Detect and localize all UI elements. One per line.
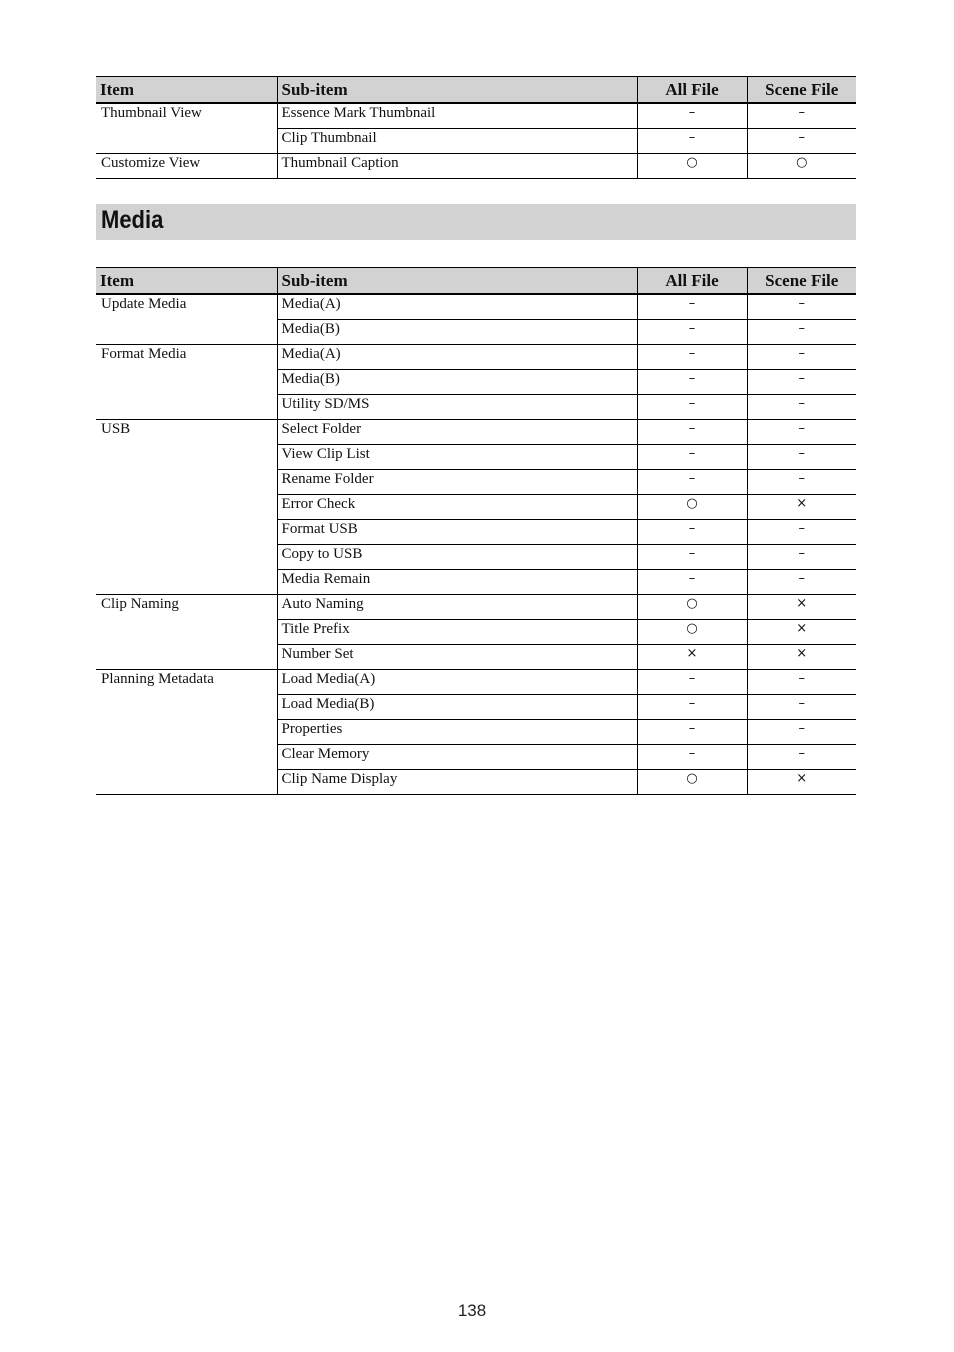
scene-file-cell: – (747, 570, 856, 595)
sub-item-cell: Thumbnail Caption (277, 154, 637, 179)
sub-item-cell: Load Media(A) (277, 670, 637, 695)
all-file-cell: – (637, 345, 747, 370)
sub-item-cell: Clear Memory (277, 745, 637, 770)
sub-item-cell: Copy to USB (277, 545, 637, 570)
scene-file-cell: × (747, 770, 856, 795)
sub-item-cell: Media(B) (277, 320, 637, 345)
sub-item-cell: Select Folder (277, 420, 637, 445)
scene-file-cell: – (747, 420, 856, 445)
item-cell: Thumbnail View (96, 103, 277, 154)
scene-file-cell: – (747, 670, 856, 695)
header-all-file: All File (637, 77, 747, 104)
scene-file-cell: × (747, 620, 856, 645)
table-row (96, 103, 856, 129)
sub-item-cell: Load Media(B) (277, 695, 637, 720)
sub-item-cell: Clip Name Display (277, 770, 637, 795)
media-settings-table (96, 267, 856, 795)
scene-file-cell: – (747, 745, 856, 770)
scene-file-cell: – (747, 395, 856, 420)
all-file-cell: – (637, 445, 747, 470)
sub-item-cell: Rename Folder (277, 470, 637, 495)
all-file-cell: ○ (637, 595, 747, 620)
sub-item-cell: Media(A) (277, 345, 637, 370)
section-title: Media (101, 206, 164, 234)
sub-item-cell: Essence Mark Thumbnail (277, 103, 637, 129)
header-item: Item (96, 268, 277, 295)
sub-item-cell: Media(A) (277, 294, 637, 320)
table-row (96, 345, 856, 370)
sub-item-cell: Title Prefix (277, 620, 637, 645)
scene-file-cell: – (747, 520, 856, 545)
scene-file-cell: – (747, 545, 856, 570)
table-header-row (96, 77, 856, 104)
thumbnail-settings-table (96, 76, 856, 179)
sub-item-cell: Utility SD/MS (277, 395, 637, 420)
table-row (96, 595, 856, 620)
sub-item-cell: Format USB (277, 520, 637, 545)
all-file-cell: – (637, 395, 747, 420)
item-cell: Update Media (96, 294, 277, 345)
all-file-cell: – (637, 520, 747, 545)
scene-file-cell: – (747, 470, 856, 495)
all-file-cell: – (637, 420, 747, 445)
scene-file-cell: – (747, 320, 856, 345)
sub-item-cell: Media Remain (277, 570, 637, 595)
all-file-cell: ○ (637, 620, 747, 645)
all-file-cell: – (637, 129, 747, 154)
scene-file-cell: × (747, 595, 856, 620)
all-file-cell: ○ (637, 770, 747, 795)
header-scene-file: Scene File (747, 77, 856, 104)
media-section-header (96, 204, 856, 240)
all-file-cell: – (637, 720, 747, 745)
sub-item-cell: Number Set (277, 645, 637, 670)
header-sub-item: Sub-item (277, 268, 637, 295)
header-item: Item (96, 77, 277, 104)
table-row (96, 294, 856, 320)
all-file-cell: – (637, 745, 747, 770)
scene-file-cell: – (747, 720, 856, 745)
page-number: 138 (457, 1301, 487, 1320)
scene-file-cell: × (747, 645, 856, 670)
sub-item-cell: Clip Thumbnail (277, 129, 637, 154)
scene-file-cell: ○ (747, 154, 856, 179)
sub-item-cell: Media(B) (277, 370, 637, 395)
sub-item-cell: Auto Naming (277, 595, 637, 620)
sub-item-cell: Error Check (277, 495, 637, 520)
table-row (96, 154, 856, 179)
scene-file-cell: – (747, 445, 856, 470)
scene-file-cell: – (747, 695, 856, 720)
all-file-cell: × (637, 645, 747, 670)
scene-file-cell: × (747, 495, 856, 520)
scene-file-cell: – (747, 294, 856, 320)
all-file-cell: – (637, 670, 747, 695)
item-cell: USB (96, 420, 277, 595)
scene-file-cell: – (747, 103, 856, 129)
all-file-cell: ○ (637, 495, 747, 520)
all-file-cell: – (637, 320, 747, 345)
item-cell: Customize View (96, 154, 277, 179)
header-sub-item: Sub-item (277, 77, 637, 104)
all-file-cell: – (637, 545, 747, 570)
header-scene-file: Scene File (747, 268, 856, 295)
all-file-cell: – (637, 294, 747, 320)
all-file-cell: ○ (637, 154, 747, 179)
scene-file-cell: – (747, 345, 856, 370)
all-file-cell: – (637, 695, 747, 720)
item-cell: Planning Metadata (96, 670, 277, 795)
all-file-cell: – (637, 570, 747, 595)
scene-file-cell: – (747, 370, 856, 395)
item-cell: Clip Naming (96, 595, 277, 670)
header-all-file: All File (637, 268, 747, 295)
item-cell: Format Media (96, 345, 277, 420)
table-row (96, 670, 856, 695)
all-file-cell: – (637, 370, 747, 395)
table-header-row (96, 268, 856, 295)
sub-item-cell: Properties (277, 720, 637, 745)
all-file-cell: – (637, 103, 747, 129)
sub-item-cell: View Clip List (277, 445, 637, 470)
table-row (96, 420, 856, 445)
all-file-cell: – (637, 470, 747, 495)
scene-file-cell: – (747, 129, 856, 154)
